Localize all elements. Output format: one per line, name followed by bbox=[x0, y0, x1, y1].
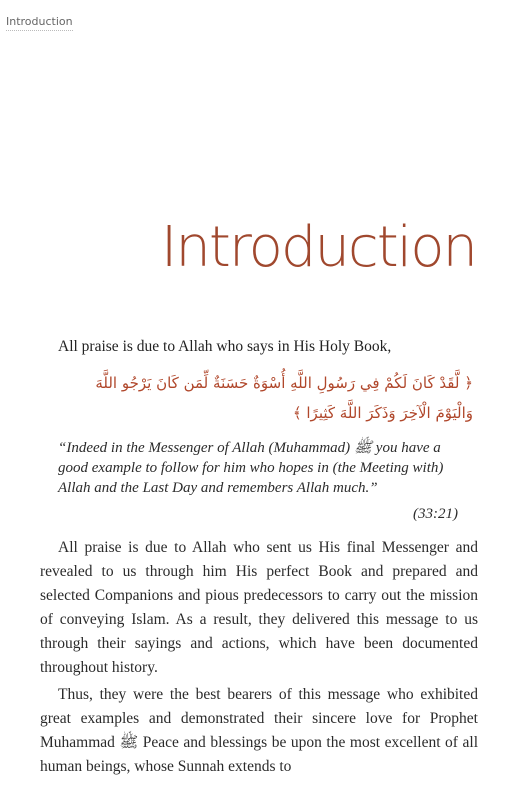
arabic-verse: ﴿ لَّقَدْ كَانَ لَكُمْ فِي رَسُولِ اللَّهِ أُسْوَةٌ حَسَنَةٌ لِّمَن كَانَ يَرْجُو اللَّهَ وَالْيَوْمَ الْآخِرَ وَذَكَرَ اللَّهَ كَثِيرًا ﴾ bbox=[95, 374, 473, 422]
verse-translation: “Indeed in the Messenger of Allah (Muhammad) ﷺ you have a good example to follow for him who hopes in (the Meeting with) Allah and the Last Day and remembers Allah much.” bbox=[58, 440, 444, 496]
chapter-title: Introduction bbox=[160, 215, 476, 280]
running-head: Introduction bbox=[6, 15, 73, 31]
intro-line: All praise is due to Allah who says in His Holy Book, bbox=[58, 338, 392, 355]
body-paragraph-1: All praise is due to Allah who sent us His final Messenger and revealed to us through him His perfect Book and prepared and selected Companions and pious predecessors to carry out the mission of conveying Islam. As a result, they delivered this message to us through their sayings and actions, which have been documented throughout history. bbox=[40, 539, 478, 676]
body-paragraph-2: Thus, they were the best bearers of this message who exhibited great examples and demonstrated their sincere love for Prophet Muhammad ﷺ Peace and blessings be upon the most excellent of all human beings, whose Sunnah extends to bbox=[40, 686, 478, 775]
verse-reference: (33:21) bbox=[413, 506, 458, 522]
